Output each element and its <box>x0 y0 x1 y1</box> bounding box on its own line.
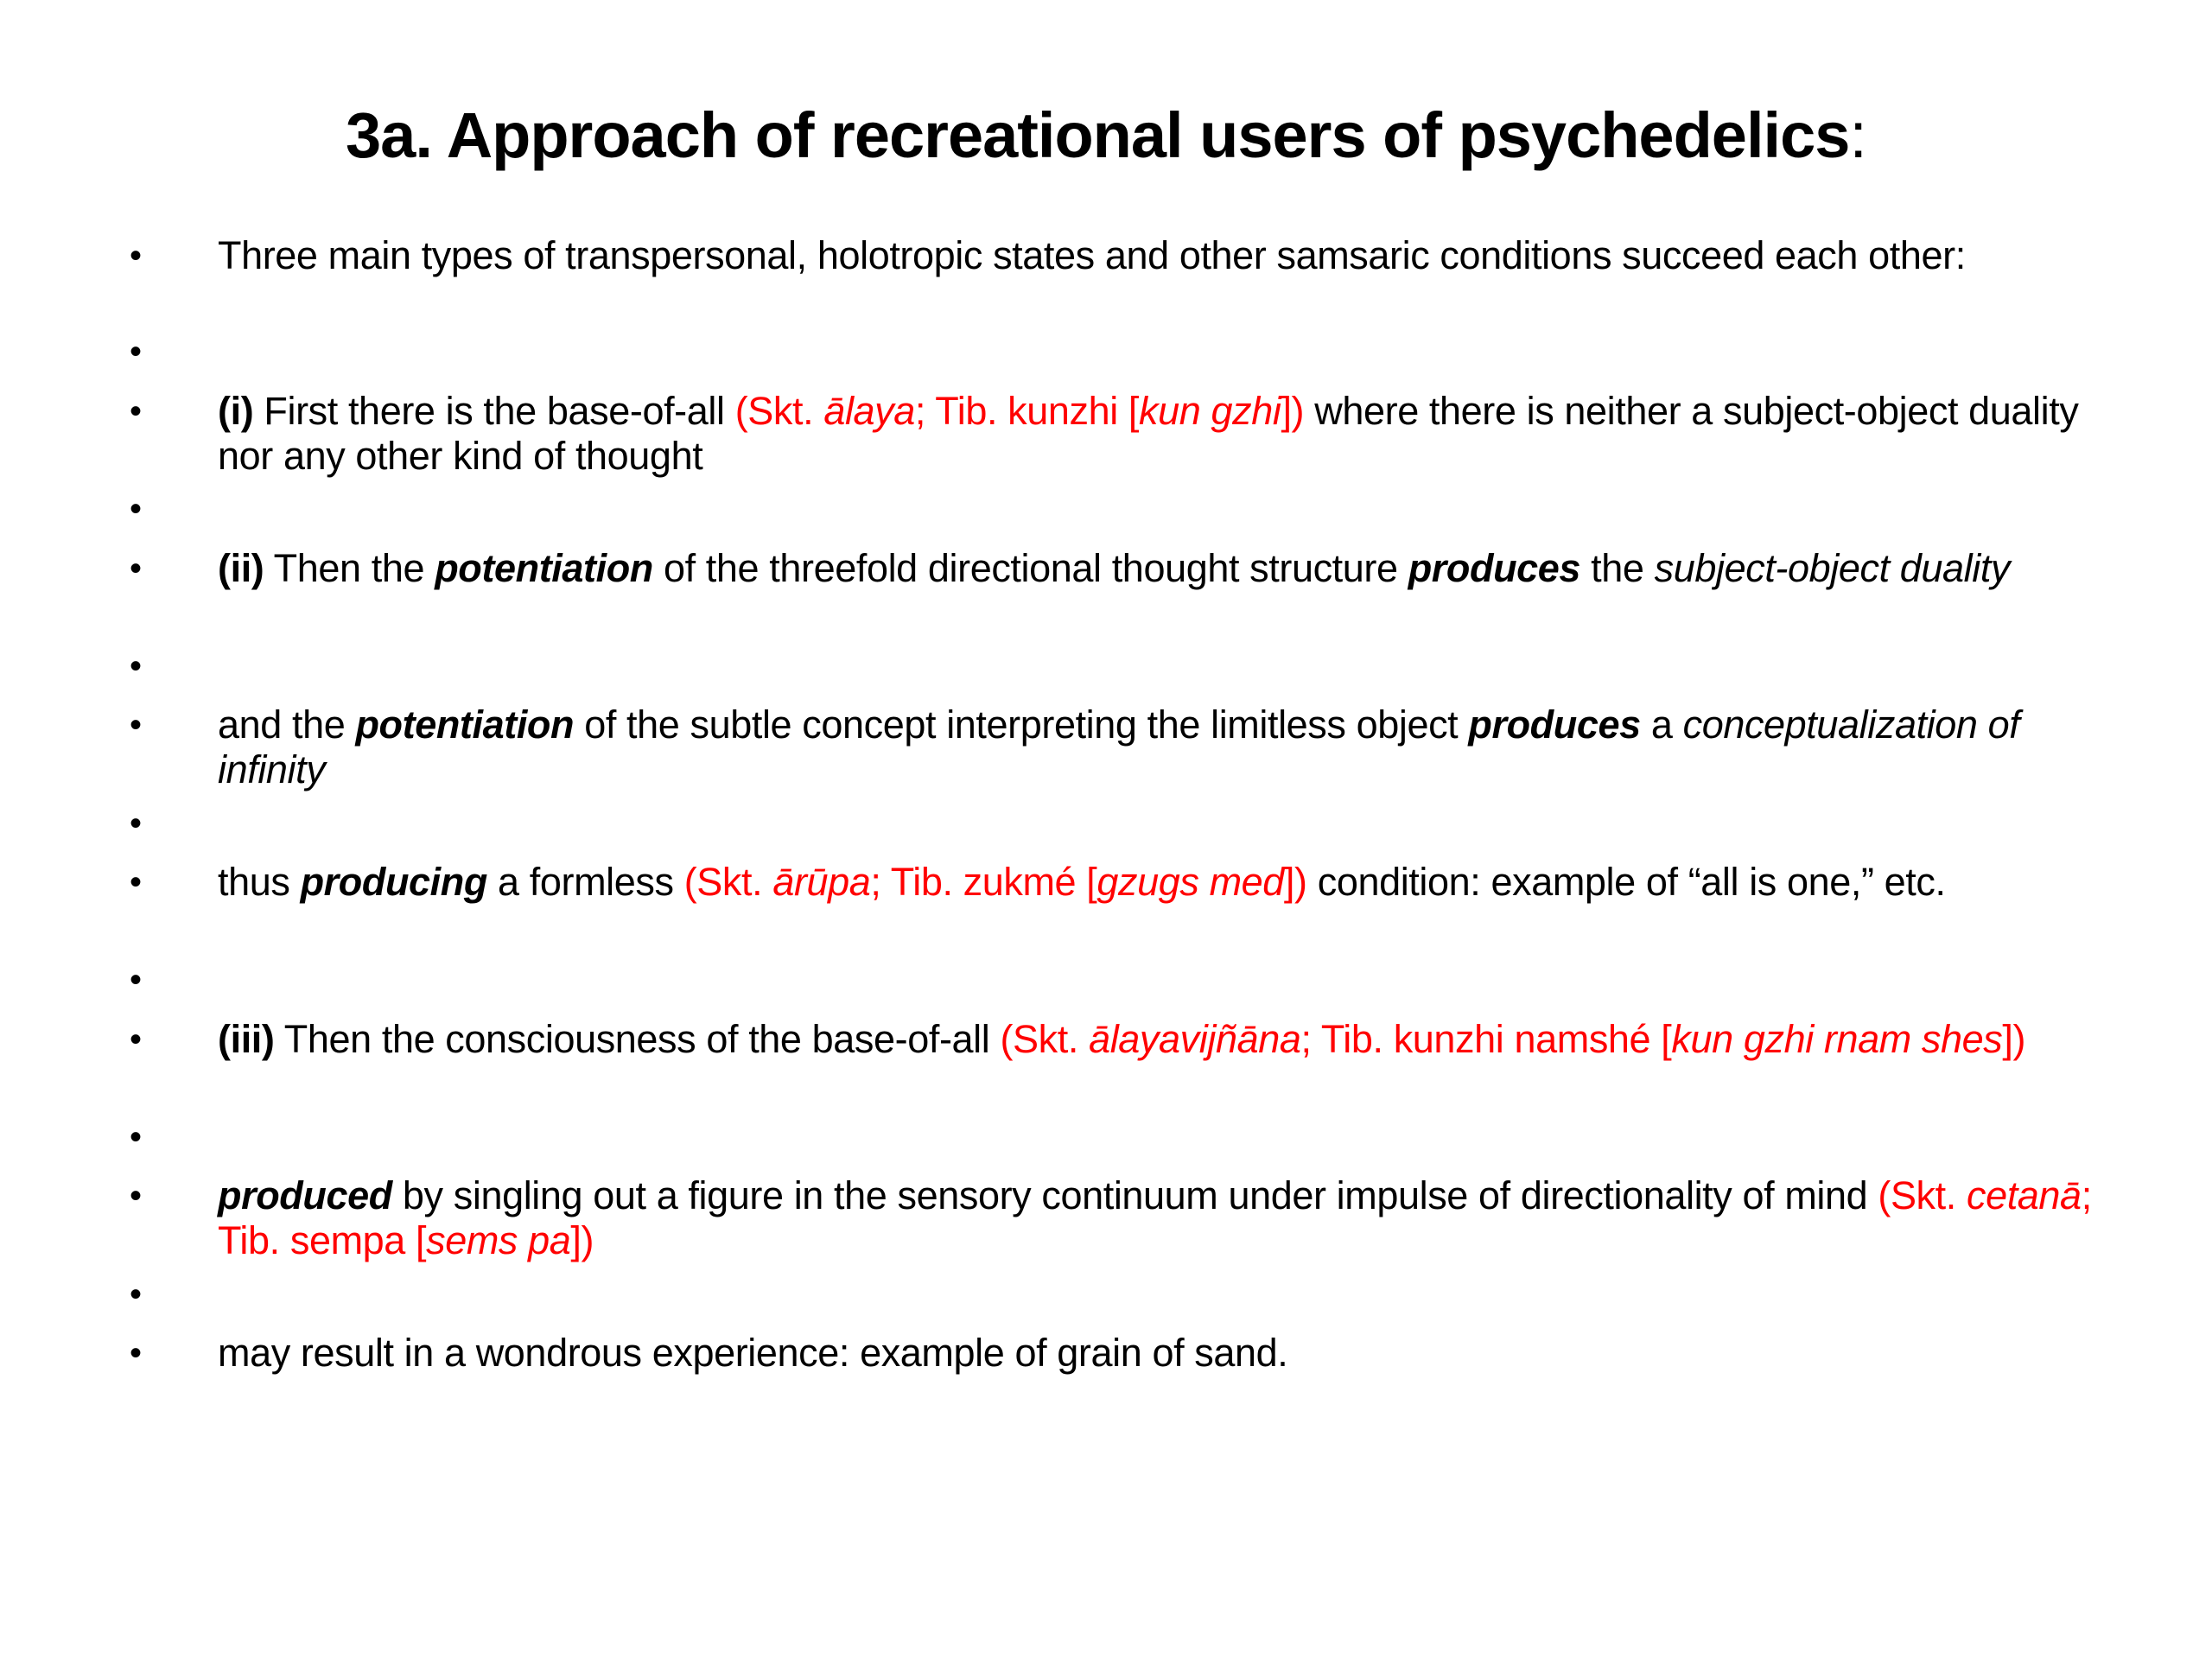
bullet-text-part: condition: example of “all is one,” etc. <box>1306 860 1946 904</box>
term-part: ; Tib. sempa [ <box>218 1173 2092 1262</box>
bullet-text-part: the <box>1580 546 1655 590</box>
term-sanskrit: ārūpa <box>772 860 871 904</box>
term-part: ]) <box>570 1218 594 1262</box>
bullet-icon: • <box>130 237 143 275</box>
term-part: (Skt. <box>683 860 773 904</box>
bullet-icon: • <box>130 392 143 430</box>
bullet-text-main: may result in a wondrous experience: example of grain of sand. <box>218 1331 1288 1375</box>
sanskrit-tibetan-term <box>735 389 1304 433</box>
term-wylie: gzugs med <box>1096 860 1284 904</box>
bullet-text-part: a <box>1640 702 1683 747</box>
bullet-text <box>218 389 2101 479</box>
term-part: ; Tib. kunzhi namshé [ <box>1300 1017 1672 1061</box>
title-text: 3a. Approach of recreational users of psychedelics <box>346 99 1850 171</box>
term-part: ; Tib. zukmé [ <box>870 860 1097 904</box>
bullet-text-part: First there is the base-of-all <box>253 389 735 433</box>
term-sanskrit: cetanā <box>1966 1173 2082 1217</box>
bullet-lead: (iii) <box>218 1017 275 1061</box>
bullet-icon: • <box>130 647 143 685</box>
italic-term: subject-object duality <box>1654 546 2011 590</box>
bullet-text-part: thus <box>218 860 301 904</box>
bullet-text-part: where there is neither a subject-object duality nor any other kind of thought <box>218 389 2079 478</box>
emphasis: potentiation <box>435 546 653 590</box>
sanskrit-tibetan-term <box>1000 1017 2025 1061</box>
bullet-icon: • <box>130 706 143 744</box>
emphasis: produces <box>1468 702 1641 747</box>
emphasis: produced <box>218 1173 392 1217</box>
bullet-text-part: of the threefold directional thought structure <box>652 546 1408 590</box>
term-part: (Skt. <box>1878 1173 1967 1217</box>
bullet-text-part: a formless <box>486 860 684 904</box>
term-wylie: sems pa <box>426 1218 571 1262</box>
bullet-icon: • <box>130 1020 143 1058</box>
bullet-icon: • <box>130 804 143 842</box>
bullet-text-part: Then the consciousness of the base-of-all <box>274 1017 1001 1061</box>
term-wylie: kun gzhi rnam shes <box>1671 1017 2003 1061</box>
term-part: (Skt. <box>734 389 824 433</box>
bullet-icon: • <box>130 333 143 371</box>
bullet-text-main: Three main types of transpersonal, holotropic states and other samsaric conditions succeed each other: <box>218 233 1966 277</box>
term-sanskrit: ālayavijñāna <box>1089 1017 1301 1061</box>
bullet-text <box>218 546 2101 591</box>
emphasis: potentiation <box>355 702 575 747</box>
term-part: ; Tib. kunzhi [ <box>914 389 1140 433</box>
italic-term: conceptualization of infinity <box>218 702 2020 791</box>
bullet-lead: (ii) <box>218 546 264 590</box>
bullet-text <box>218 233 2101 278</box>
bullet-lead: (i) <box>218 389 254 433</box>
bullet-icon: • <box>130 961 143 999</box>
term-sanskrit: ālaya <box>823 389 915 433</box>
bullet-text-part: by singling out a figure in the sensory continuum under impulse of directionality of mind <box>391 1173 1878 1217</box>
term-part: ]) <box>1283 860 1307 904</box>
title-colon: : <box>1849 99 1866 171</box>
bullet-text <box>218 860 2101 905</box>
bullet-icon: • <box>130 1334 143 1372</box>
bullet-text <box>218 1331 2101 1376</box>
bullet-icon: • <box>130 550 143 588</box>
bullet-text <box>218 1173 2101 1263</box>
term-wylie: kun gzhi <box>1139 389 1281 433</box>
bullet-icon: • <box>130 1177 143 1215</box>
bullet-text-part: and the <box>218 702 356 747</box>
emphasis: producing <box>300 860 487 904</box>
term-part: ]) <box>1281 389 1305 433</box>
bullet-icon: • <box>130 1118 143 1156</box>
term-part: ]) <box>2002 1017 2026 1061</box>
bullet-text <box>218 702 2101 792</box>
sanskrit-tibetan-term <box>684 860 1307 904</box>
bullet-icon: • <box>130 490 143 528</box>
term-part: (Skt. <box>1000 1017 1090 1061</box>
bullet-text-part: of the subtle concept interpreting the limitless object <box>574 702 1469 747</box>
bullet-icon: • <box>130 1275 143 1313</box>
emphasis: produces <box>1408 546 1581 590</box>
bullet-text <box>218 1017 2101 1062</box>
bullet-icon: • <box>130 863 143 901</box>
bullet-text-part: Then the <box>264 546 435 590</box>
